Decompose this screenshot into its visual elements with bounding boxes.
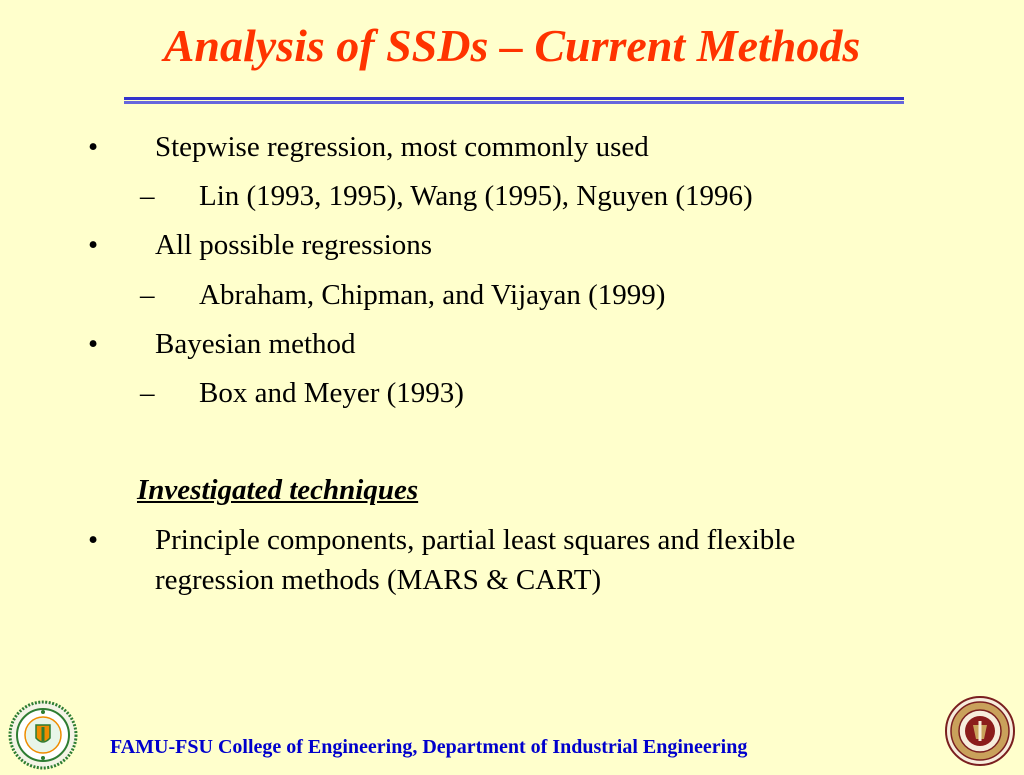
bullet-marker: • — [88, 328, 99, 360]
subheading: Investigated techniques — [137, 474, 419, 506]
bullet-marker: • — [88, 229, 99, 261]
dash-marker: – — [140, 180, 155, 212]
title-underline-top — [124, 97, 904, 100]
list-item-text: Abraham, Chipman, and Vijayan (1999) — [199, 279, 666, 311]
dash-marker: – — [140, 377, 155, 409]
dash-marker: – — [140, 279, 155, 311]
famu-seal-icon — [8, 700, 78, 770]
slide-title: Analysis of SSDs – Current Methods — [163, 20, 861, 71]
footer-text: FAMU-FSU College of Engineering, Department of Industrial Engineering — [110, 736, 748, 758]
bullet-marker: • — [88, 131, 99, 163]
list-item-text: Lin (1993, 1995), Wang (1995), Nguyen (1996) — [199, 180, 753, 212]
bullet-marker: • — [88, 524, 99, 556]
fsu-seal-icon — [944, 695, 1014, 765]
list-item-text: All possible regressions — [155, 229, 433, 261]
list-item-text: regression methods (MARS & CART) — [155, 564, 602, 596]
list-item-text: Box and Meyer (1993) — [199, 377, 464, 409]
title-underline — [124, 97, 904, 104]
title-underline-bottom — [124, 101, 904, 104]
list-item-text: Bayesian method — [155, 328, 356, 360]
list-item-text: Principle components, partial least squares and flexible — [155, 524, 796, 556]
list-item-text: Stepwise regression, most commonly used — [155, 131, 649, 163]
